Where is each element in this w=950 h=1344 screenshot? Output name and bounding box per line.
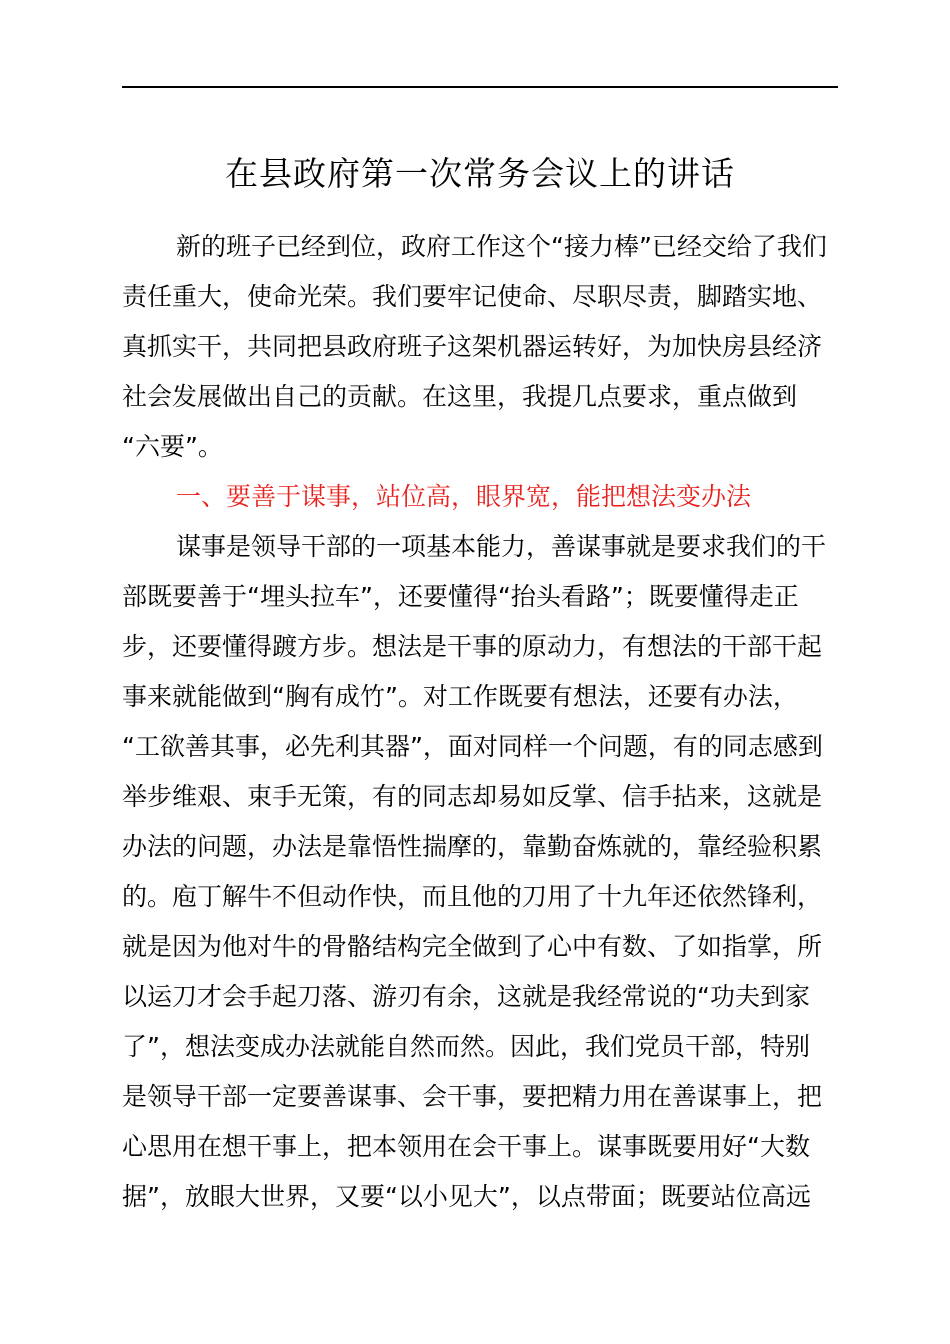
paragraph-line: “工欲善其事，必先利其器”，面对同样一个问题，有的同志感到 <box>122 732 823 761</box>
paragraph-line: 是领导干部一定要善谋事、会干事，要把精力用在善谋事上，把 <box>122 1082 823 1111</box>
paragraph-line: 新的班子已经到位，政府工作这个“接力棒”已经交给了我们 <box>176 232 827 261</box>
paragraph-line: 真抓实干，共同把县政府班子这架机器运转好，为加快房县经济 <box>122 332 823 361</box>
paragraph-line: 谋事是领导干部的一项基本能力，善谋事就是要求我们的干 <box>176 532 827 561</box>
paragraph-line: 的。庖丁解牛不但动作快，而且他的刀用了十九年还依然锋利， <box>122 882 823 911</box>
paragraph-line: 据”，放眼大世界，又要“以小见大”，以点带面；既要站位高远 <box>122 1182 811 1211</box>
section-heading: 一、要善于谋事，站位高，眼界宽，能把想法变办法 <box>176 482 752 511</box>
paragraph-line: 以运刀才会手起刀落、游刃有余，这就是我经常说的“功夫到家 <box>122 982 810 1011</box>
paragraph-line: 部既要善于“埋头拉车”，还要懂得“抬头看路”；既要懂得走正 <box>122 582 799 611</box>
paragraph-line: 办法的问题，办法是靠悟性揣摩的，靠勤奋炼就的，靠经验积累 <box>122 832 823 861</box>
document-body <box>122 222 838 1222</box>
paragraph-line: 步，还要懂得踱方步。想法是干事的原动力，有想法的干部干起 <box>122 632 823 661</box>
paragraph-line: 举步维艰、束手无策，有的同志却易如反掌、信手拈来，这就是 <box>122 782 823 811</box>
paragraph-line: 责任重大，使命光荣。我们要牢记使命、尽职尽责，脚踏实地、 <box>122 282 823 311</box>
header-rule <box>122 86 838 88</box>
paragraph-line: 就是因为他对牛的骨骼结构完全做到了心中有数、了如指掌，所 <box>122 932 823 961</box>
paragraph-line: 了”，想法变成办法就能自然而然。因此，我们党员干部，特别 <box>122 1032 810 1061</box>
paragraph-line: 社会发展做出自己的贡献。在这里，我提几点要求，重点做到 <box>122 382 798 411</box>
paragraph-line: 心思用在想干事上，把本领用在会干事上。谋事既要用好“大数 <box>122 1132 810 1161</box>
paragraph-line: “六要”。 <box>122 432 223 461</box>
paragraph-line: 事来就能做到“胸有成竹”。对工作既要有想法，还要有办法， <box>122 682 798 711</box>
document-title: 在县政府第一次常务会议上的讲话 <box>225 154 735 193</box>
